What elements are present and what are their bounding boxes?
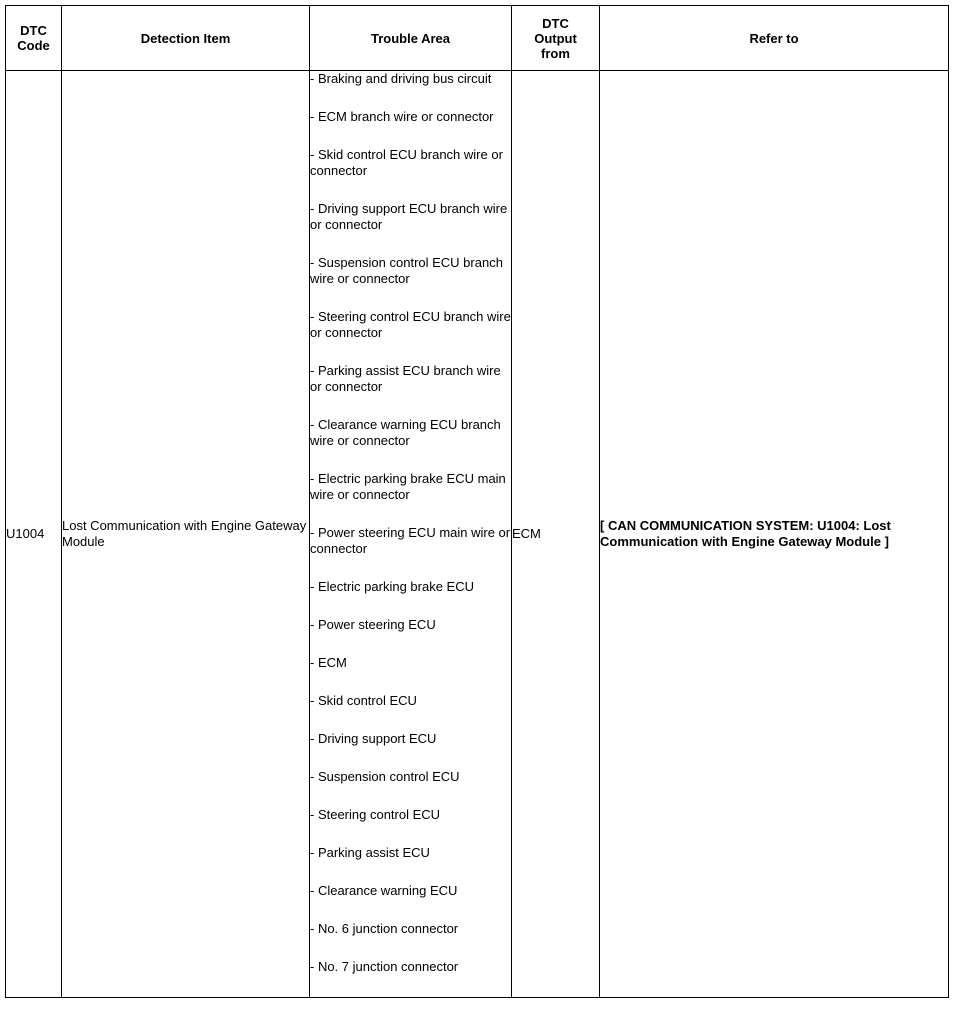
trouble-area-item: - Power steering ECU main wire or connector: [310, 525, 511, 556]
trouble-area-item: - Parking assist ECU: [310, 845, 430, 860]
trouble-area-item: - Electric parking brake ECU main wire or connector: [310, 471, 506, 502]
dtc-document: [5, 5, 949, 1020]
header-trouble-area: Trouble Area: [310, 6, 512, 71]
trouble-area-item: - Clearance warning ECU: [310, 883, 458, 898]
trouble-area-item: - Suspension control ECU: [310, 769, 460, 784]
detection-item-cell: Lost Communication with Engine Gateway Module: [62, 71, 310, 998]
trouble-area-item: - Steering control ECU: [310, 807, 441, 822]
refer-to-cell: [600, 71, 949, 998]
refer-to-link[interactable]: [ CAN COMMUNICATION SYSTEM: U1004: Lost Communication with Engine Gateway Module ]: [600, 518, 891, 549]
trouble-area-item: - No. 7 junction connector: [310, 959, 459, 974]
header-detection-item: Detection Item: [62, 6, 310, 71]
trouble-area-item: - Braking and driving bus circuit: [310, 71, 492, 86]
trouble-area-item: - Clearance warning ECU branch wire or connector: [310, 417, 501, 448]
trouble-area-item: - Parking assist ECU branch wire or connector: [310, 363, 501, 394]
header-dtc-output-from-label: DTC Output from: [534, 15, 577, 61]
header-dtc-code: [6, 6, 62, 71]
trouble-area-item: - Power steering ECU: [310, 617, 436, 632]
trouble-area-item: - Driving support ECU: [310, 731, 437, 746]
trouble-area-item: - Driving support ECU branch wire or connector: [310, 201, 508, 232]
trouble-area-list: [310, 71, 511, 975]
table-header: [6, 6, 949, 71]
header-dtc-output-from: [512, 6, 600, 71]
trouble-area-item: - ECM branch wire or connector: [310, 109, 494, 124]
trouble-area-item: - Steering control ECU branch wire or connector: [310, 309, 511, 340]
trouble-area-item: - Suspension control ECU branch wire or connector: [310, 255, 503, 286]
header-row: [6, 6, 949, 71]
header-dtc-code-label: DTC Code: [17, 23, 50, 53]
trouble-area-item: - Electric parking brake ECU: [310, 579, 474, 594]
trouble-area-item: - Skid control ECU: [310, 693, 417, 708]
dtc-output-from-cell: ECM: [512, 71, 600, 998]
header-refer-to: Refer to: [600, 6, 949, 71]
dtc-table: [5, 5, 949, 998]
trouble-area-item: - Skid control ECU branch wire or connector: [310, 147, 503, 178]
dtc-code-cell: U1004: [6, 71, 62, 998]
trouble-area-item: - ECM: [310, 655, 347, 670]
table-body: [6, 71, 949, 998]
table-row: [6, 71, 949, 998]
trouble-area-item: - No. 6 junction connector: [310, 921, 459, 936]
trouble-area-cell: [310, 71, 512, 998]
